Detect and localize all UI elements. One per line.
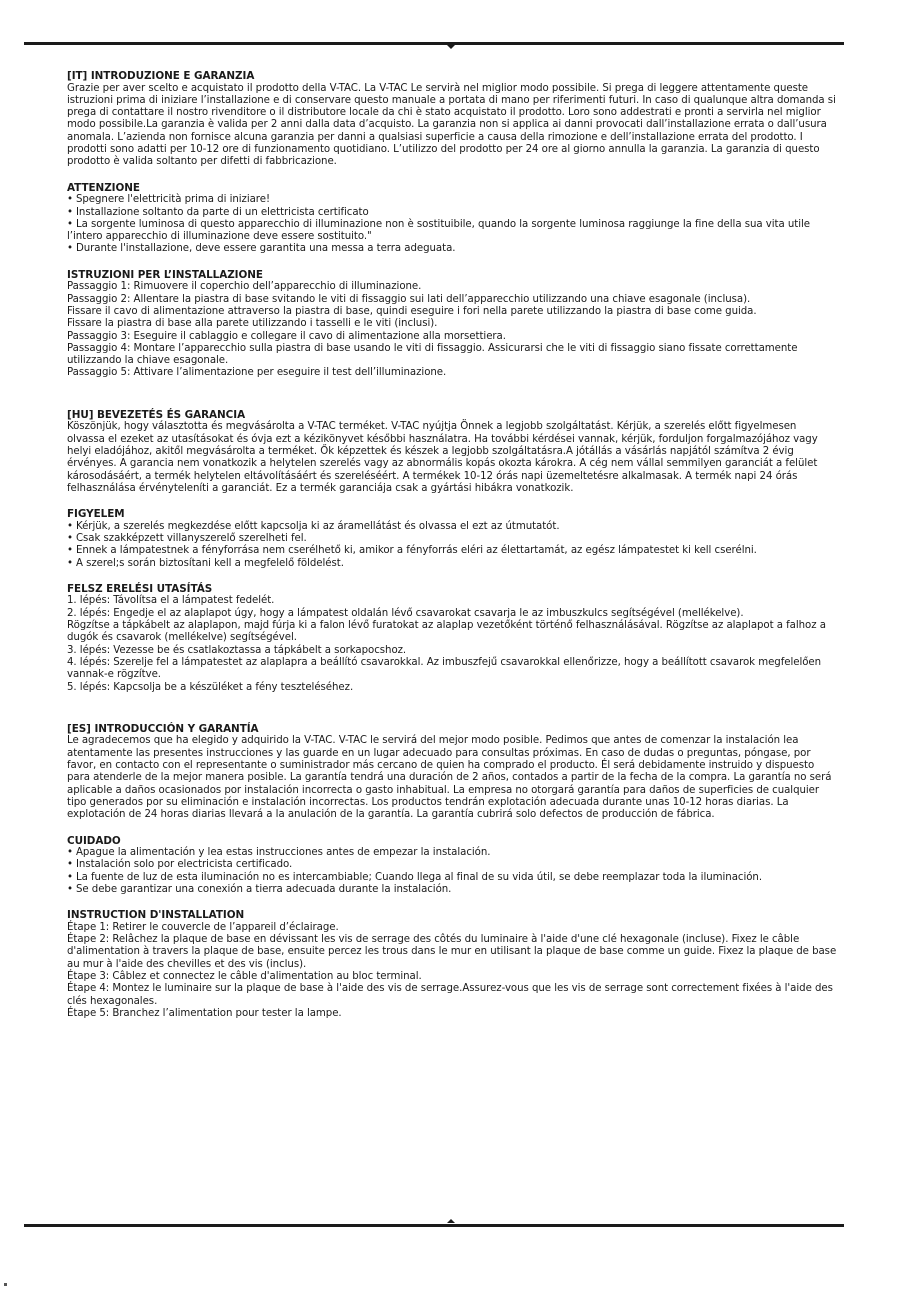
- step-line: Étape 2: Relâchez la plaque de base en dévissant les vis de serrage des côtés du luminaire à l'aide d'une clé hexagonale (incluse). Fixez le câble d'alimentation à travers la plaque de base, ensuite percez les trous dans le mur en utilisant la plaque de base comme un guide. Fixez la plaque de base au mur à l'aide des chevilles et des vis (inclus).: [67, 934, 837, 970]
- section-heading: [IT] INTRODUZIONE E GARANZIA: [67, 70, 255, 82]
- step-line: Passaggio 3: Eseguire il cablaggio e collegare il cavo di alimentazione alla morsettiera.: [67, 330, 506, 342]
- top-rule: [24, 42, 844, 45]
- section-fr-installation: [67, 909, 837, 1020]
- list-item: • Durante l'installazione, deve essere garantita una messa a terra adeguata.: [67, 243, 456, 255]
- step-line: Passaggio 5: Attivare l’alimentazione per eseguire il test dell’illuminazione.: [67, 367, 447, 379]
- list-item: • Csak szakképzett villanyszerelő szerelheti fel.: [67, 532, 307, 544]
- corner-mark: [4, 1283, 7, 1286]
- step-line: Rögzítse a tápkábelt az alaplapon, majd fúrja ki a falon lévő furatokat az alaplap vezetőként történő felhasználásával. Rögzítse az alaplapot a falhoz a dugók és csavarok (mellékelve) segítségével.: [67, 620, 826, 644]
- section-it-installation: [67, 269, 837, 380]
- section-it-attention: [67, 182, 837, 256]
- bullet-list: [67, 847, 837, 896]
- section-paragraph: Grazie per aver scelto e acquistato il prodotto della V-TAC. La V-TAC Le servirà nel miglior modo possibile. Si prega di leggere attentamente queste istruzioni prima di iniziare l’installazione e di conservare questo manuale a portata di mano per riferimenti futuri. In caso di qualunque altra domanda si prega di contattare il nostro rivenditore o il distributore locale da chi è stato acquistato il prodotto. Loro sono addestrati e pronti a servirla nel miglior modo possibile.La garanzia è valida per 2 anni dalla data d’acquisto. La garanzia non si applica ai danni provocati dall’installazione errata o dall’usura anomala. L’azienda non fornisce alcuna garanzia per danni a qualsiasi superficie a causa della rimozione e dell’installazione errata del prodotto. I prodotti sono adatti per 10-12 ore di funzionamento quotidiano. L’utilizzo del prodotto per 24 ore al giorno annulla la garanzia. La garanzia di questo prodotto è valida soltanto per difetti di fabbricazione.: [67, 82, 836, 168]
- document-body: [67, 70, 837, 1020]
- step-line: Étape 5: Branchez l’alimentation pour tester la lampe.: [67, 1007, 342, 1019]
- list-item: • Se debe garantizar una conexión a tierra adecuada durante la instalación.: [67, 884, 452, 895]
- step-line: Étape 1: Retirer le couvercle de l’appareil d’éclairage.: [67, 921, 339, 933]
- list-item: • Spegnere l'elettricità prima di iniziare!: [67, 194, 270, 206]
- step-line: 1. lépés: Távolítsa el a lámpatest fedelét.: [67, 595, 275, 607]
- step-line: Étape 4: Montez le luminaire sur la plaque de base à l'aide des vis de serrage.Assurez-vous que les vis de serrage sont correctement fixées à l'aide des clés hexagonales.: [67, 983, 833, 1007]
- bottom-rule: [24, 1224, 844, 1227]
- section-heading: FELSZ ERELÉSI UTASÍTÁS: [67, 582, 213, 595]
- step-line: Passaggio 2: Allentare la piastra di base svitando le viti di fissaggio sui lati dell’apparecchio utilizzando una chiave esagonale (inclusa).: [67, 293, 751, 305]
- list-item: • Instalación solo por electricista certificado.: [67, 859, 293, 871]
- section-hu-intro: [67, 409, 837, 495]
- section-heading: ATTENZIONE: [67, 181, 140, 194]
- section-it-intro: [67, 70, 837, 169]
- list-item: • La sorgente luminosa di questo apparecchio di illuminazione non è sostituibile, quando la sorgente luminosa raggiunge la fine della sua vita utile l’intero apparecchio di illuminazione deve essere sostituito.": [67, 218, 810, 243]
- bottom-rule-notch: [447, 1219, 455, 1223]
- list-item: • Installazione soltanto da parte di un elettricista certificato: [67, 206, 369, 218]
- section-hu-attention: [67, 508, 837, 570]
- list-item: • Apague la alimentación y lea estas instrucciones antes de empezar la instalación.: [67, 847, 491, 859]
- list-item: • La fuente de luz de esta iluminación no es intercambiable; Cuando llega al final de su vida útil, se debe reemplazar toda la iluminación.: [67, 871, 763, 883]
- step-line: Étape 3: Câblez et connectez le câble d'alimentation au bloc terminal.: [67, 971, 422, 983]
- section-es-attention: [67, 835, 837, 897]
- list-item: • Kérjük, a szerelés megkezdése előtt kapcsolja ki az áramellátást és olvassa el ezt az útmutatót.: [67, 520, 560, 532]
- section-heading: INSTRUCTION D'INSTALLATION: [67, 909, 245, 922]
- list-item: • Ennek a lámpatestnek a fényforrása nem cserélhető ki, amikor a fényforrás eléri az élettartamát, az egész lámpatestet ki kell cserélni.: [67, 545, 757, 557]
- section-heading: CUIDADO: [67, 834, 121, 847]
- step-line: Fissare il cavo di alimentazione attraverso la piastra di base, quindi eseguire i fori nella parete utilizzando la piastra di base come guida.: [67, 305, 757, 317]
- section-heading: [ES] INTRODUCCIÓN Y GARANTÍA: [67, 722, 259, 735]
- bullet-list: [67, 194, 837, 255]
- list-item: • A szerel;s során biztosítani kell a megfelelő földelést.: [67, 557, 344, 569]
- section-paragraph: Le agradecemos que ha elegido y adquirido la V-TAC. V-TAC le servirá del mejor modo posible. Pedimos que antes de comenzar la instalación lea atentamente las presentes instrucciones y las guarde en un lugar adecuado para consultas próximas. En caso de dudas o preguntas, póngase, por favor, en contacto con el representante o suministrador más cercano de quien ha comprado el producto. Él será debidamente instruido y dispuesto para atenderle de la mejor manera posible. La garantía tendrá una duración de 2 años, contados a partir de la fecha de la compra. La garantía no será aplicable a daños ocasionados por instalación incorrecta o gasto inhabitual. La empresa no otorgará garantía para daños de superficies de cualquier tipo generados por su eliminación e instalación incorrectas. Los productos tendrán explotación adecuada durante unas 10-12 horas diarias. La explotación de 24 horas diarias llevará a la anulación de la garantía. La garantía cubrirá solo defectos de producción de fábrica.: [67, 735, 832, 821]
- section-heading: FIGYELEM: [67, 508, 125, 521]
- step-line: 3. lépés: Vezesse be és csatlakoztassa a tápkábelt a sorkapocshoz.: [67, 644, 407, 656]
- step-line: 5. lépés: Kapcsolja be a készüléket a fény teszteléséhez.: [67, 681, 354, 693]
- section-es-intro: [67, 723, 837, 822]
- bullet-list: [67, 521, 837, 570]
- top-rule-notch: [447, 45, 455, 49]
- section-heading: ISTRUZIONI PER L’INSTALLAZIONE: [67, 268, 263, 281]
- step-line: Passaggio 1: Rimuovere il coperchio dell’apparecchio di illuminazione.: [67, 281, 422, 293]
- step-line: Passaggio 4: Montare l’apparecchio sulla piastra di base usando le viti di fissaggio. Assicurarsi che le viti di fissaggio siano fissate correttamente utilizzando la chiave esagonale.: [67, 342, 798, 367]
- step-line: Fissare la piastra di base alla parete utilizzando i tasselli e le viti (inclusi).: [67, 318, 438, 330]
- step-line: 2. lépés: Engedje el az alaplapot úgy, hogy a lámpatest oldalán lévő csavarokat csavarja le az imbuszkulcs segítségével (mellékelve).: [67, 607, 744, 619]
- section-paragraph: Köszönjük, hogy választotta és megvásárolta a V-TAC terméket. V-TAC nyújtja Önnek a legjobb szolgáltatást. Kérjük, a szerelés előtt figyelmesen olvassa el ezeket az utasításokat és óvja ezt a kézikönyvet későbbi használatra. Ha további kérdései vannak, kérjük, forduljon forgalmazójához vagy helyi eladójához, akitől megvásárolta a terméket. Ők képzettek és készek a legjobb szolgáltatásra.A jótállás a vásárlás napjától számítva 2 évig érvényes. A garancia nem vonatkozik a helytelen szerelés vagy az abnormális kopás okozta károkra. A cég nem vállal semmilyen garanciát a felület károsodásáért, a termék helytelen eltávolításáért és szereléséért. A termékek 10-12 órás napi üzemeltetésre alkalmasak. A termék napi 24 órás felhasználása érvényteleníti a garanciát. Ez a termék garanciája csak a gyártási hibákra vonatkozik.: [67, 421, 818, 494]
- section-heading: [HU] BEVEZETÉS ÉS GARANCIA: [67, 408, 246, 421]
- section-hu-installation: [67, 583, 837, 694]
- step-line: 4. lépés: Szerelje fel a lámpatestet az alaplapra a beállító csavarokkal. Az imbuszfejű csavarokkal ellenőrizze, hogy a beállított csavarok megfelelően vannak-e rögzítve.: [67, 656, 822, 681]
